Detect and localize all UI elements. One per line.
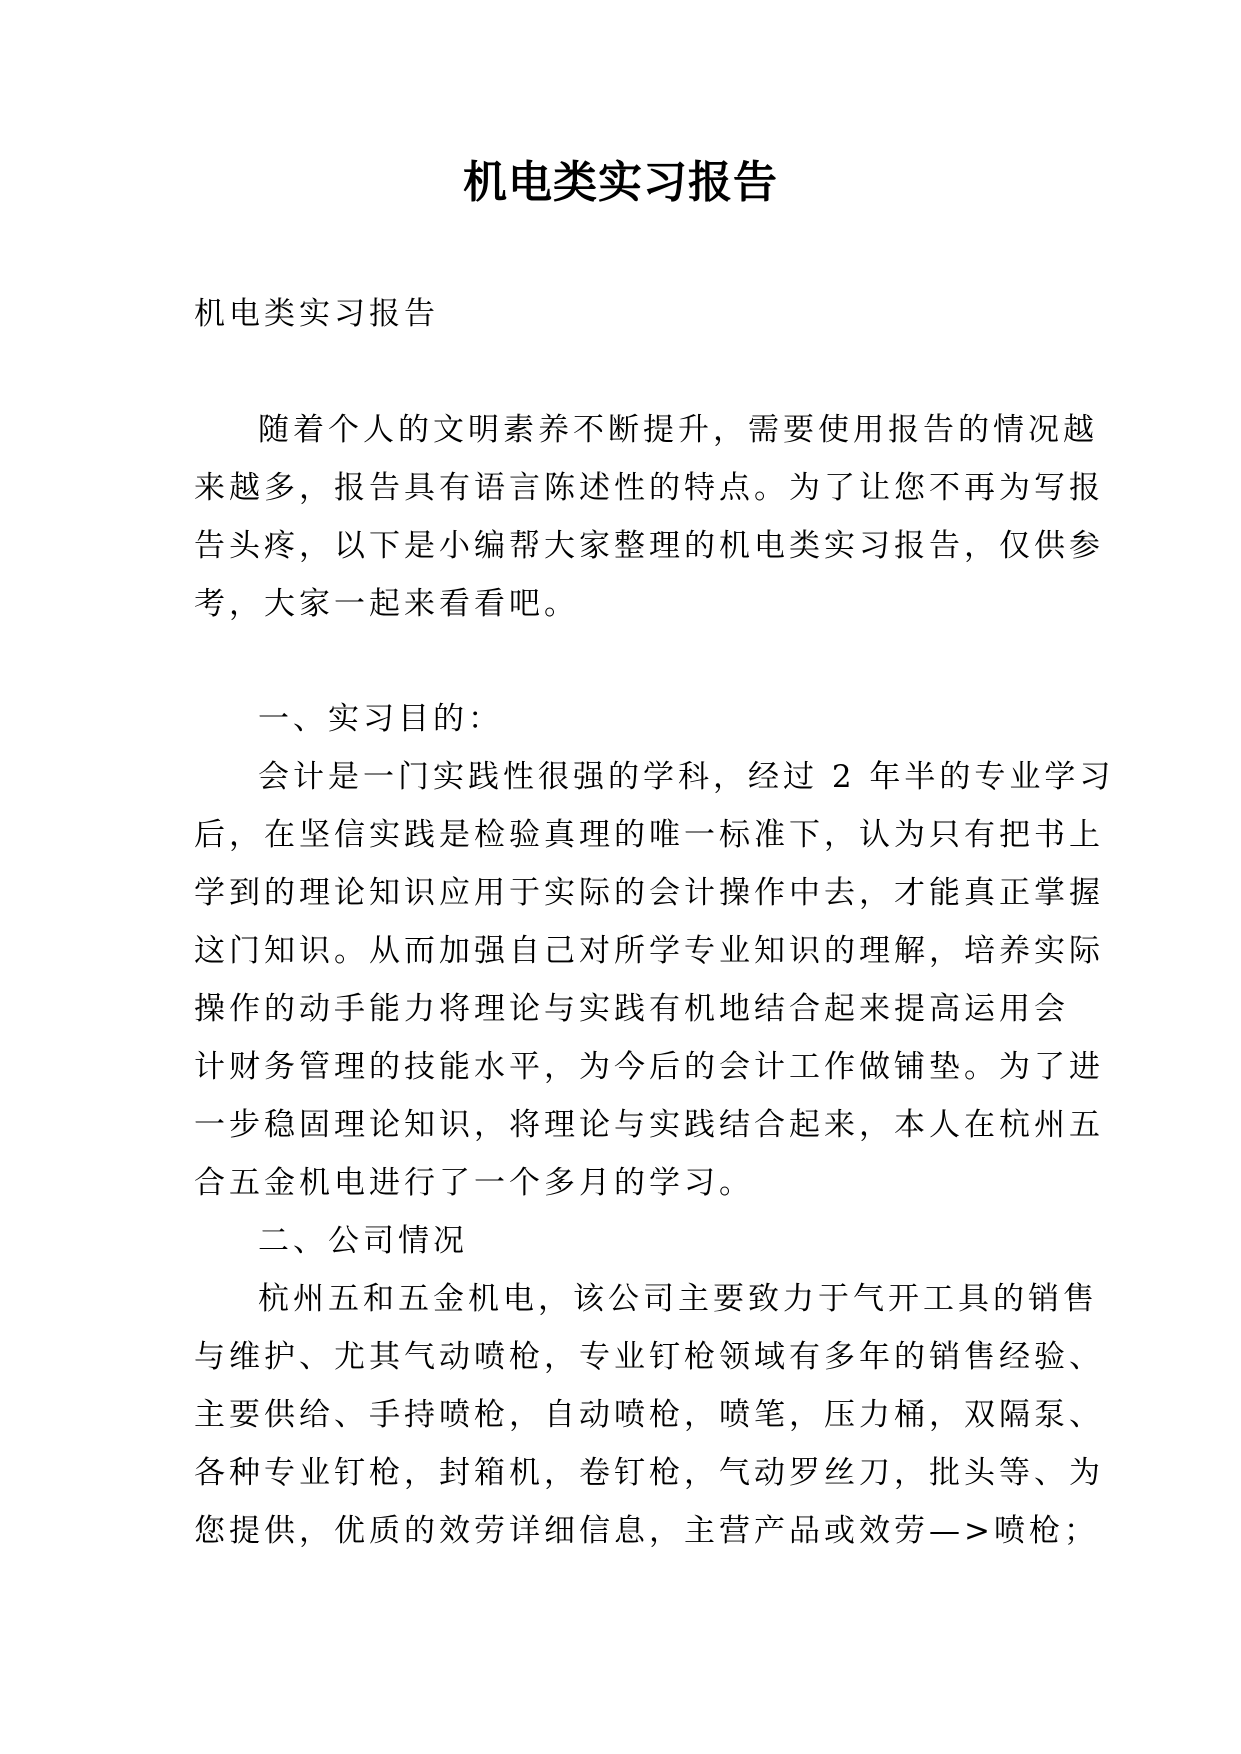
paragraph-line: 随着个人的文明素养不断提升，需要使用报告的情况越	[258, 412, 1098, 448]
paragraph-line: 计财务管理的技能水平，为今后的会计工作做铺垫。为了进	[194, 1049, 1104, 1085]
paragraph-line: 学到的理论知识应用于实际的会计操作中去，才能真正掌握	[194, 875, 1104, 911]
paragraph-line: 后，在坚信实践是检验真理的唯一标准下，认为只有把书上	[194, 817, 1104, 853]
paragraph-line: 考，大家一起来看看吧。	[194, 586, 579, 622]
paragraph-line: 会计是一门实践性很强的学科，经过 2 年半的专业学习	[258, 759, 1115, 795]
document-subtitle: 机电类实习报告	[194, 296, 439, 332]
paragraph-line: 这门知识。从而加强自己对所学专业知识的理解，培养实际	[194, 933, 1104, 969]
section-heading: 一、实习目的：	[258, 701, 503, 737]
paragraph-line: 操作的动手能力将理论与实践有机地结合起来提高运用会	[194, 991, 1069, 1027]
paragraph-line: 一步稳固理论知识，将理论与实践结合起来，本人在杭州五	[194, 1107, 1104, 1143]
section-heading: 二、公司情况	[258, 1223, 468, 1259]
paragraph-line: 各种专业钉枪，封箱机，卷钉枪，气动罗丝刀，批头等、为	[194, 1455, 1104, 1491]
paragraph-line: 告头疼，以下是小编帮大家整理的机电类实习报告，仅供参	[194, 528, 1104, 564]
paragraph-line: 您提供，优质的效劳详细信息，主营产品或效劳—>喷枪；	[194, 1513, 1099, 1549]
paragraph-line: 与维护、尤其气动喷枪，专业钉枪领域有多年的销售经验、	[194, 1339, 1104, 1375]
paragraph-line: 杭州五和五金机电，该公司主要致力于气开工具的销售	[258, 1281, 1098, 1317]
document-title: 机电类实习报告	[463, 157, 778, 208]
paragraph-line: 主要供给、手持喷枪，自动喷枪，喷笔，压力桶，双隔泵、	[194, 1397, 1104, 1433]
paragraph-line: 来越多，报告具有语言陈述性的特点。为了让您不再为写报	[194, 470, 1104, 506]
paragraph-line: 合五金机电进行了一个多月的学习。	[194, 1165, 754, 1201]
